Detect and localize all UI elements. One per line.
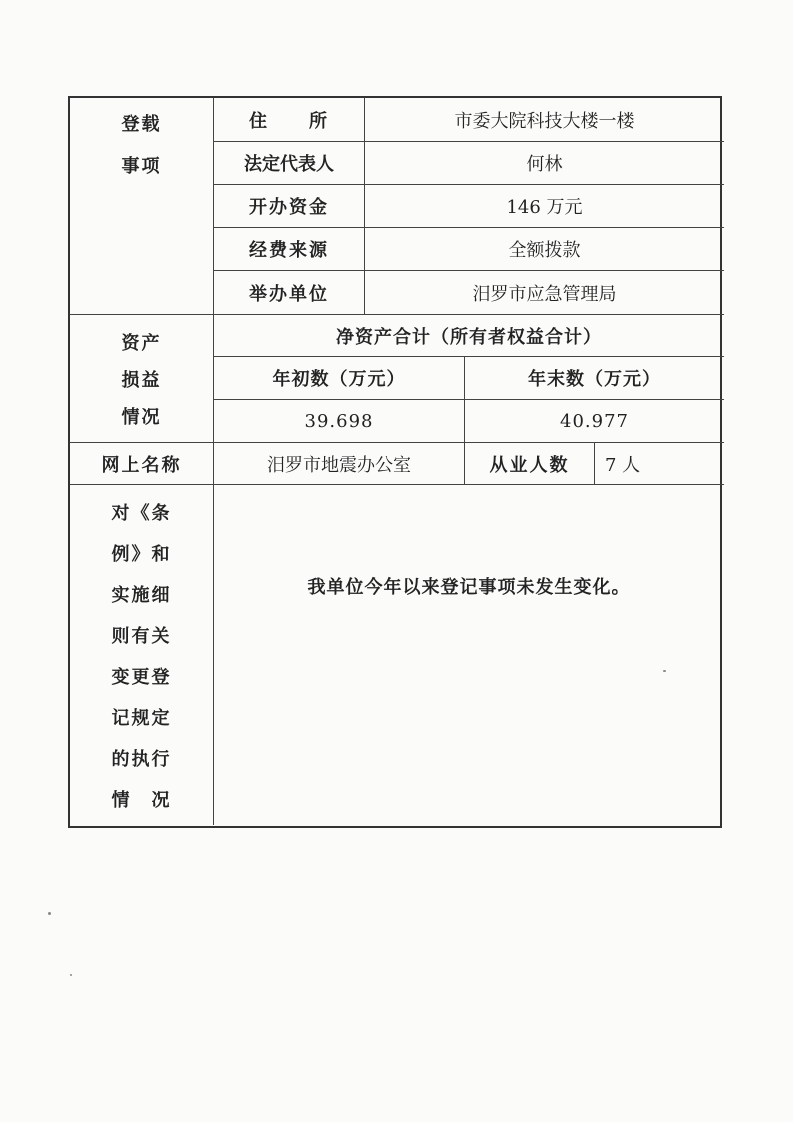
staff-count-value: 7 人 <box>595 443 724 485</box>
capital-label: 开办资金 <box>214 185 365 228</box>
assets-section-label <box>70 315 214 443</box>
legal-rep-label: 法定代表人 <box>214 142 365 185</box>
registration-section-label <box>70 98 214 315</box>
execution-section-label <box>70 485 214 825</box>
assets-label-line1: 资产 <box>121 332 162 354</box>
sponsor-label: 举办单位 <box>214 271 365 315</box>
assets-label-line3: 情况 <box>121 406 162 428</box>
execution-content <box>214 485 724 825</box>
scan-speck <box>48 912 51 915</box>
execution-label-line: 变更登 <box>111 666 172 688</box>
execution-content-text: 我单位今年以来登记事项未发生变化。 <box>307 577 631 598</box>
registration-label-line1: 登载 <box>121 114 162 135</box>
funding-source-label: 经费来源 <box>214 228 365 271</box>
execution-label-line: 对《条 <box>111 502 172 524</box>
legal-rep-value: 何林 <box>365 142 724 185</box>
execution-label-line: 则有关 <box>111 625 172 647</box>
address-value: 市委大院科技大楼一楼 <box>365 98 724 142</box>
funding-source-value: 全额拨款 <box>365 228 724 271</box>
execution-label-line: 记规定 <box>111 707 172 729</box>
net-assets-header: 净资产合计（所有者权益合计） <box>214 315 724 357</box>
execution-label-line: 情 况 <box>111 789 172 811</box>
online-name-value: 汨罗市地震办公室 <box>214 443 465 485</box>
sponsor-value: 汨罗市应急管理局 <box>365 271 724 315</box>
registration-label-line2: 事项 <box>121 156 162 177</box>
address-label: 住 所 <box>214 98 365 142</box>
start-of-year-label: 年初数（万元） <box>214 357 465 400</box>
assets-label-line2: 损益 <box>121 369 162 391</box>
scan-speck <box>70 974 72 976</box>
execution-label-line: 例》和 <box>111 543 172 565</box>
end-of-year-value: 40.977 <box>465 400 724 443</box>
registration-table <box>68 96 722 828</box>
staff-count-label: 从业人数 <box>465 443 595 485</box>
start-of-year-value: 39.698 <box>214 400 465 443</box>
end-of-year-label: 年末数（万元） <box>465 357 724 400</box>
execution-label-line: 的执行 <box>111 748 172 770</box>
online-name-label: 网上名称 <box>70 443 214 485</box>
execution-label-line: 实施细 <box>111 584 172 606</box>
capital-value: 146 万元 <box>365 185 724 228</box>
